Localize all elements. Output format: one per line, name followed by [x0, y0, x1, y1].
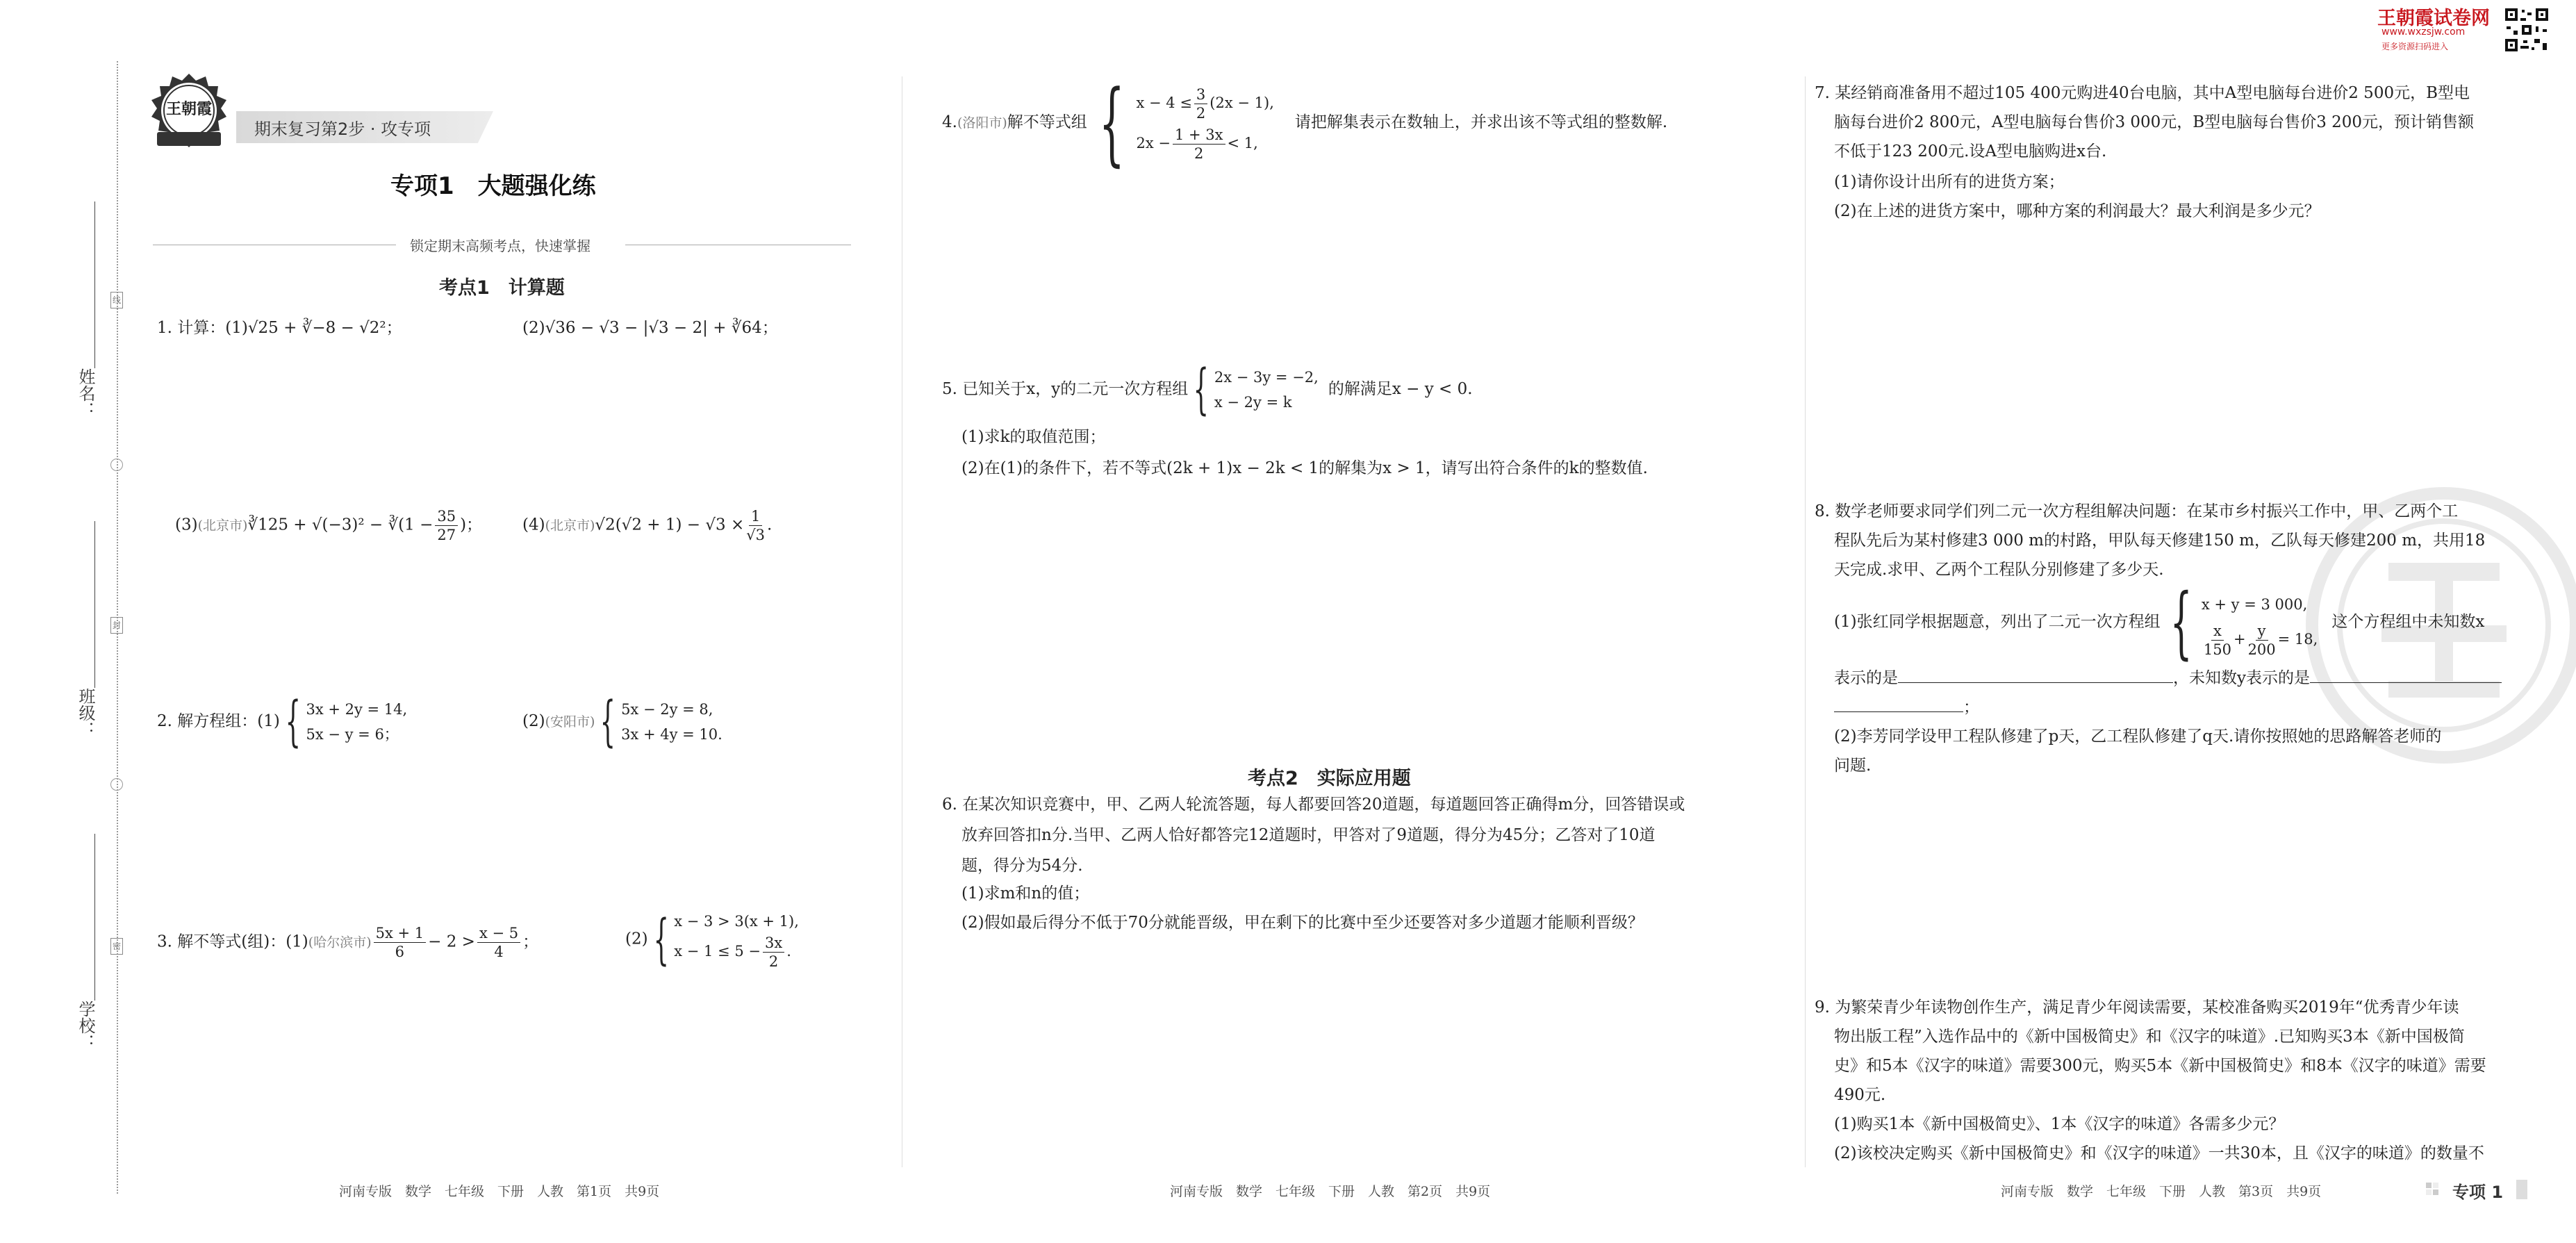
question-6-line-2: 放弃回答扣n分.当甲、乙两人恰好都答完12道题时，甲答对了9道题，得分为45分；乙答对了10道: [961, 826, 1656, 844]
question-8-part-2-line-2: 问题.: [1834, 757, 1872, 775]
subtitle: 锁定期末高频考点，快速掌握: [410, 238, 591, 254]
question-6-line-3: 题，得分为54分.: [961, 857, 1083, 875]
numerator: 3x: [763, 934, 784, 953]
question-8-part-1-line-3: [1834, 693, 1979, 721]
inequality-row: [1137, 83, 1274, 123]
student-school-label: 学校：: [76, 1001, 95, 1051]
fraction: [374, 924, 427, 961]
brace-icon: {: [2170, 577, 2193, 668]
fraction: [1173, 126, 1225, 163]
footer-tab-marker: [2516, 1180, 2527, 1199]
student-class-label: 班级：: [76, 688, 95, 738]
section-heading-2: 考点2 实际应用题: [1248, 768, 1411, 789]
inequality-row-pre: 2x −: [1136, 135, 1171, 151]
numerator: 3: [1194, 85, 1207, 104]
publisher-logo: [147, 71, 231, 154]
equation-system: [595, 691, 723, 753]
question-1-4-end: .: [767, 516, 773, 534]
question-4-label: 4.: [942, 113, 957, 131]
blank-label-x: 表示的是: [1834, 669, 1898, 687]
question-9-part-1: (1)购买1本《新中国极简史》、1本《汉字的味道》各需多少元？: [1834, 1115, 2285, 1133]
question-5: [942, 359, 1473, 421]
question-8-part-1-text: (1)张红同学根据题意，列出了二元一次方程组: [1834, 613, 2161, 631]
denominator: 2: [768, 953, 779, 970]
equation-system: [2161, 577, 2318, 668]
question-5-condition: 的解满足x − y < 0.: [1328, 380, 1473, 398]
fraction: [2204, 622, 2231, 659]
question-7-line-1: 7. 某经销商准备用不超过105 400元购进40台电脑，其中A型电脑每台进价2 500元，B型电: [1815, 84, 2470, 102]
binding-mark-line: 线: [110, 292, 123, 308]
footer-page-2: 河南专版 数学 七年级 下册 人教 第2页 共9页: [1170, 1184, 1491, 1199]
denominator: 4: [494, 944, 504, 960]
question-8-part-2-line-1: (2)李芳同学设甲工程队修建了p天，乙工程队修建了q天.请你按照她的思路解答老师的: [1834, 727, 2442, 746]
page-title: 专项1 大题强化练: [390, 172, 596, 200]
question-8-part-1: [1834, 577, 2485, 668]
question-8-line-1: 8. 数学老师要求同学们列二元一次方程组解决问题：在某市乡村振兴工作中，甲、乙两个工: [1815, 502, 2459, 520]
equation-row: [2202, 622, 2318, 659]
question-3-1: [157, 924, 538, 961]
brace-icon: {: [1193, 359, 1209, 421]
inequality-row: [674, 934, 799, 971]
question-4-text: 解不等式组: [1007, 113, 1087, 131]
question-5-part-2: (2)在(1)的条件下，若不等式(2k + 1)x − 2k < 1的解集为x > 1，请写出符合条件的k的整数值.: [961, 459, 1648, 477]
fraction: [1194, 85, 1207, 122]
answer-blank-x[interactable]: [1898, 666, 2173, 683]
denominator: 150: [2203, 641, 2231, 658]
question-3-label: 3. 解不等式(组)：(1): [157, 932, 308, 951]
numerator: x − 5: [477, 924, 520, 943]
question-8-line-3: 天完成.求甲、乙两个工程队分别修建了多少天.: [1834, 561, 2164, 579]
blank-end: ；: [1963, 698, 1979, 716]
question-1-4-expr: √2(√2 + 1) − √3 ×: [595, 516, 745, 534]
footer-tab-decoration: [2426, 1183, 2440, 1196]
numerator: 35: [435, 507, 458, 526]
inequality-row-post: < 1,: [1227, 135, 1258, 151]
denominator: 2: [1196, 105, 1206, 122]
region-tag: (北京市): [545, 518, 595, 534]
numerator: 1: [749, 507, 762, 526]
question-1-4: [522, 507, 772, 544]
brace-icon: {: [653, 908, 669, 971]
question-6-part-2: (2)假如最后得分不低于70分就能晋级，甲在剩下的比赛中至少还要答对多少道题才能顺利晋级？: [961, 914, 1644, 932]
binding-mark-seal: 封: [110, 617, 123, 634]
question-3-2-prefix: (2): [625, 930, 648, 948]
question-2-label: 2. 解方程组：(1): [157, 712, 280, 730]
binding-mark-secret: 密: [110, 938, 123, 955]
question-1-3-prefix: (3): [175, 516, 198, 534]
equation-system: [1188, 359, 1319, 421]
question-8-part-1-tail: 这个方程组中未知数x: [2331, 613, 2485, 631]
binding-hole: [110, 459, 123, 471]
question-2-2: [522, 691, 723, 753]
plus-sign: +: [2233, 630, 2246, 648]
equation-row: 5x − y = 6；: [306, 726, 399, 743]
denominator: 27: [437, 527, 456, 543]
inequality-row-pre: x − 1 ≤ 5 −: [674, 943, 761, 960]
question-9-line-1: 9. 为繁荣青少年读物创作生产，满足青少年阅读需要，某校准备购买2019年“优秀青少年读: [1815, 998, 2459, 1016]
question-9-line-4: 490元.: [1834, 1086, 1886, 1104]
fraction: [2248, 622, 2276, 659]
student-school-line: [94, 834, 95, 1001]
question-1-1: [157, 314, 402, 342]
inequality-row-end: .: [786, 943, 791, 960]
fraction: [746, 507, 765, 544]
brace-icon: {: [1098, 70, 1125, 176]
equation-row: 5x − 2y = 8,: [621, 701, 713, 718]
numerator: y: [2256, 622, 2268, 641]
region-tag: (安阳市): [545, 714, 595, 730]
blank-label-y: ，未知数y表示的是: [2173, 669, 2310, 687]
footer-tab-label: 专项 1: [2452, 1183, 2504, 1202]
denominator: 2: [1194, 145, 1204, 162]
equation-system: [280, 691, 408, 753]
footer-page-3: 河南专版 数学 七年级 下册 人教 第3页 共9页: [2001, 1184, 2322, 1199]
student-class-line: [94, 521, 95, 688]
equation-row: 2x − 3y = −2,: [1214, 369, 1319, 386]
brand-name: 王朝霞试卷网: [2377, 8, 2490, 29]
question-6-part-1: (1)求m和n的值；: [961, 884, 1090, 903]
logo-text: 王朝霞: [165, 101, 212, 118]
question-7-line-3: 不低于123 200元.设A型电脑购进x台.: [1834, 142, 2107, 160]
question-1-label: 1. 计算：(1): [157, 319, 248, 337]
qr-code-icon[interactable]: [2504, 7, 2550, 53]
question-7-part-2: (2)在上述的进货方案中，哪种方案的利润最大？最大利润是多少元？: [1834, 202, 2320, 220]
section-heading-1: 考点1 计算题: [439, 277, 565, 299]
inequality-row-pre: x − 4 ≤: [1136, 94, 1192, 111]
brace-icon: {: [285, 691, 301, 753]
equation-row: 3x + 4y = 10.: [621, 726, 723, 743]
question-2-2-prefix: (2): [522, 712, 545, 730]
brand-url: www.wxzsjw.com: [2381, 26, 2466, 38]
question-3-2: [625, 909, 799, 971]
equation-row: x + y = 3 000,: [2201, 595, 2308, 613]
fraction: [435, 507, 458, 544]
inequality-system: [1087, 70, 1274, 176]
equation-row: x − 2y = k: [1214, 394, 1292, 411]
fraction: [477, 924, 520, 961]
footer-page-1: 河南专版 数学 七年级 下册 人教 第1页 共9页: [339, 1184, 660, 1199]
question-9-part-2: (2)该校决定购买《新中国极简史》和《汉字的味道》一共30本，且《汉字的味道》的数量不: [1834, 1144, 2484, 1162]
region-tag: (洛阳市): [957, 115, 1007, 131]
header-banner-text: 期末复习第2步 · 攻专项: [254, 120, 431, 139]
question-3-1-end: ；: [522, 932, 539, 951]
question-7-line-2: 脑每台进价2 800元，A型电脑每台售价3 000元，B型电脑每台售价3 200元，预计销售额: [1834, 113, 2475, 131]
question-1-3-expr: ∛125 + √(−3)² − ∛(1 −: [247, 516, 434, 534]
brace-icon: {: [600, 691, 616, 753]
question-1-4-prefix: (4): [522, 516, 545, 534]
question-6-line-1: 6. 在某次知识竞赛中，甲、乙两人轮流答题，每人都要回答20道题，每道题回答正确得m分，回答错误或: [942, 796, 1685, 814]
question-5-part-1: (1)求k的取值范围；: [961, 428, 1106, 446]
column-divider: [1805, 76, 1806, 1167]
question-8-line-2: 程队先后为某村修建3 000 m的村路，甲队每天修建150 m，乙队每天修建200 m，共用18: [1834, 532, 2486, 550]
question-4-instruction: 请把解集表示在数轴上，并求出该不等式组的整数解.: [1294, 113, 1668, 131]
question-1-3: [175, 507, 482, 544]
equation-row-post: = 18,: [2277, 630, 2318, 648]
inequality-row: x − 3 > 3(x + 1),: [674, 913, 799, 930]
question-1-2: (2)√36 − √3 − |√3 − 2| + ∛64；: [522, 319, 778, 337]
equation-row: 3x + 2y = 14,: [306, 701, 408, 718]
question-4: [942, 70, 1668, 176]
numerator: x: [2211, 622, 2224, 641]
question-5-text: 5. 已知关于x，y的二元一次方程组: [942, 380, 1189, 398]
numerator: 5x + 1: [374, 924, 427, 943]
inequality-row-post: (2x − 1),: [1209, 94, 1274, 111]
inequality-row: [1137, 123, 1274, 163]
answer-blank-y-continued[interactable]: [1834, 695, 1963, 712]
inequality-system: [648, 909, 799, 971]
question-2-1: [157, 691, 408, 753]
binding-hole: [110, 778, 123, 791]
question-7-part-1: (1)请你设计出所有的进货方案；: [1834, 173, 2065, 191]
region-tag: (北京市): [197, 518, 248, 534]
question-9-line-2: 物出版工程”入选作品中的《新中国极简史》和《汉字的味道》.已知购买3本《新中国极简: [1834, 1028, 2465, 1046]
region-tag: (哈尔滨市): [308, 935, 372, 950]
denominator: 200: [2247, 641, 2276, 658]
denominator: √3: [746, 527, 765, 543]
question-1-3-end: )；: [460, 516, 483, 534]
question-3-1-mid: − 2 >: [428, 932, 475, 951]
student-name-line: [94, 201, 95, 368]
answer-blank-y[interactable]: [2310, 666, 2502, 683]
brand-slogan: 更多资源扫码进入: [2381, 42, 2449, 51]
denominator: 6: [395, 944, 405, 960]
question-8-part-1-line-2: [1834, 664, 2502, 692]
fraction: [763, 934, 784, 971]
student-name-label: 姓名：: [76, 368, 95, 418]
numerator: 1 + 3x: [1173, 126, 1225, 145]
question-1-1-expr: √25 + ∛−8 − √2²；: [247, 319, 402, 337]
question-9-line-3: 史》和5本《汉字的味道》需要300元，购买5本《新中国极简史》和8本《汉字的味道》需要: [1834, 1057, 2486, 1075]
